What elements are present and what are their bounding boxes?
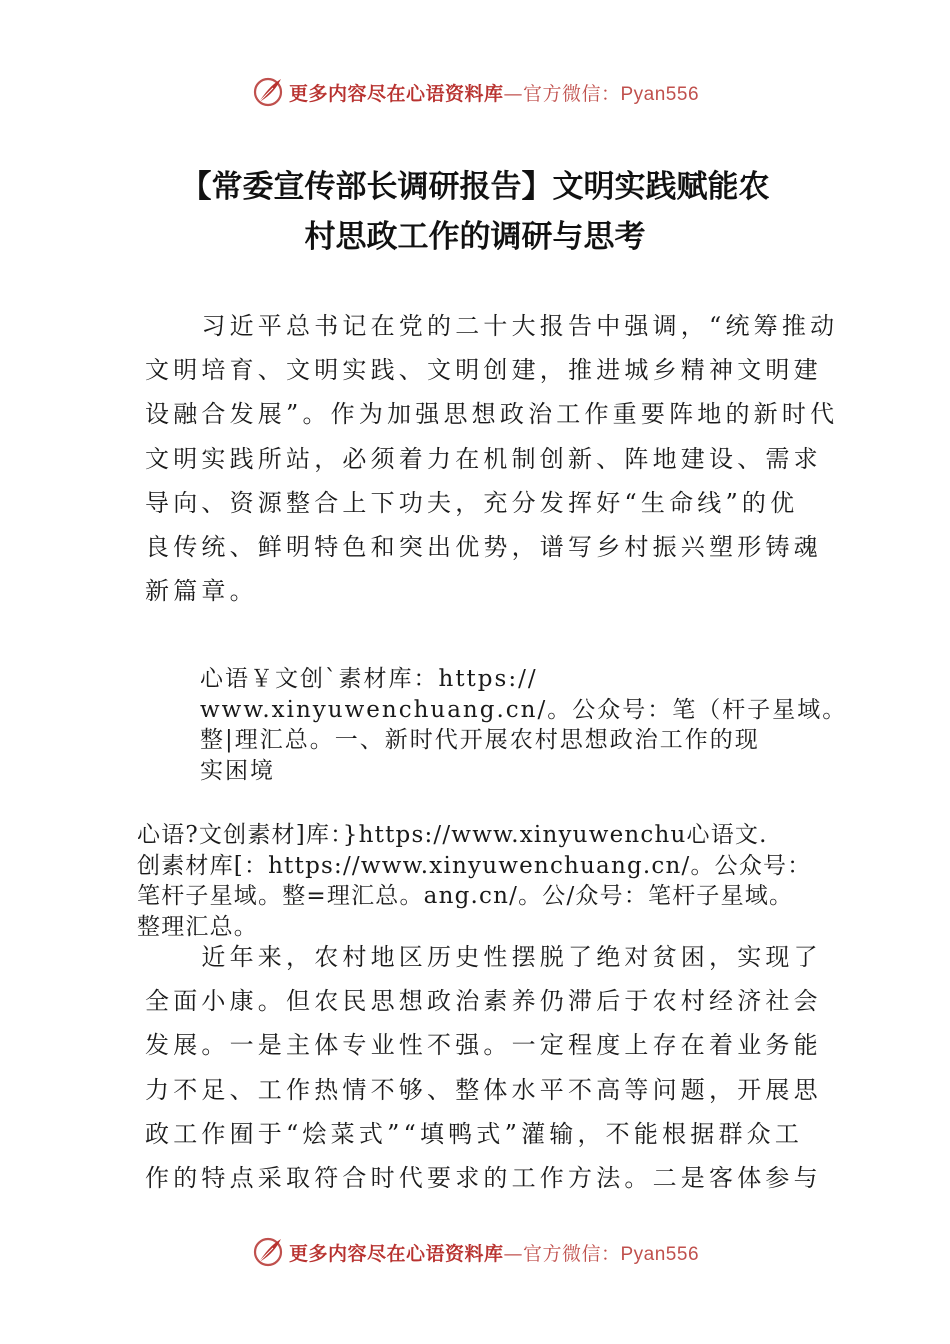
text-line: 心语?文创素材]库：}https://www.xinyuwenchu心语文. bbox=[137, 822, 768, 848]
paragraph-source-note bbox=[200, 664, 848, 786]
text-line: 发展。一是主体专业性不强。一定程度上存在着业务能 bbox=[145, 1031, 822, 1060]
banner-handle: Pyan556 bbox=[620, 83, 700, 105]
text-line: 实困境 bbox=[200, 757, 275, 784]
text-line: 整|理汇总。一、新时代开展农村思想政治工作的现 bbox=[200, 727, 760, 753]
text-line: 设融合发展”。作为加强思想政治工作重要阵地的新时代 bbox=[145, 400, 839, 429]
text-line: 力不足、工作热情不够、整体水平不高等问题，开展思 bbox=[145, 1075, 822, 1104]
text-line: 创素材库[：https://www.xinyuwenchuang.cn/。公众号： bbox=[137, 852, 812, 879]
text-line: 作的特点采取符合时代要求的工作方法。二是客体参与 bbox=[145, 1164, 822, 1193]
banner-label: 官方微信： bbox=[522, 82, 621, 105]
text-line: 新篇章。 bbox=[145, 577, 258, 606]
banner-brand: 更多内容尽在心语资料库 bbox=[288, 1242, 504, 1265]
banner-text bbox=[289, 79, 699, 106]
text-line: 笔杆子星域。整=理汇总。ang.cn/。公/众号：笔杆子星域。 bbox=[137, 883, 794, 909]
paragraph-body bbox=[145, 935, 822, 1200]
banner-handle: Pyan556 bbox=[620, 1243, 700, 1265]
text-line: 全面小康。但农民思想政治素养仍滞后于农村经济社会 bbox=[145, 987, 822, 1016]
text-line: 整理汇总。 bbox=[137, 913, 258, 940]
title-line-2: 村思政工作的调研与思考 bbox=[304, 219, 646, 255]
text-line: 文明实践所站，必须着力在机制创新、阵地建设、需求 bbox=[145, 444, 822, 473]
text-line: www.xinyuwenchuang.cn/。公众号：笔（杆子星域。 bbox=[200, 696, 848, 723]
header-banner bbox=[0, 72, 950, 112]
text-line: 心语￥文创`素材库：https:// bbox=[200, 666, 538, 692]
title-line-1: 【常委宣传部长调研报告】文明实践赋能农 bbox=[180, 169, 770, 205]
document-title bbox=[130, 162, 820, 262]
banner-separator: — bbox=[503, 1242, 523, 1265]
banner-label: 官方微信： bbox=[522, 1242, 621, 1265]
paragraph-intro bbox=[145, 304, 839, 613]
paragraph-source-note-2 bbox=[137, 820, 877, 942]
banner-text bbox=[289, 1239, 699, 1266]
text-line: 政工作囿于“烩菜式”“填鸭式”灌输，不能根据群众工 bbox=[145, 1119, 804, 1148]
banner-brand: 更多内容尽在心语资料库 bbox=[288, 82, 504, 105]
footer-banner bbox=[0, 1232, 950, 1272]
text-line: 习近平总书记在党的二十大报告中强调，“统筹推动 bbox=[145, 312, 839, 340]
text-line: 近年来，农村地区历史性摆脱了绝对贫困，实现了 bbox=[145, 943, 822, 971]
text-line: 良传统、鲜明特色和突出优势，谱写乡村振兴塑形铸魂 bbox=[145, 533, 822, 562]
feather-quill-logo-icon bbox=[251, 1235, 285, 1269]
text-line: 文明培育、文明实践、文明创建，推进城乡精神文明建 bbox=[145, 356, 822, 385]
text-line: 导向、资源整合上下功夫，充分发挥好“生命线”的优 bbox=[145, 488, 799, 517]
feather-quill-logo-icon bbox=[251, 75, 285, 109]
banner-separator: — bbox=[503, 82, 523, 105]
